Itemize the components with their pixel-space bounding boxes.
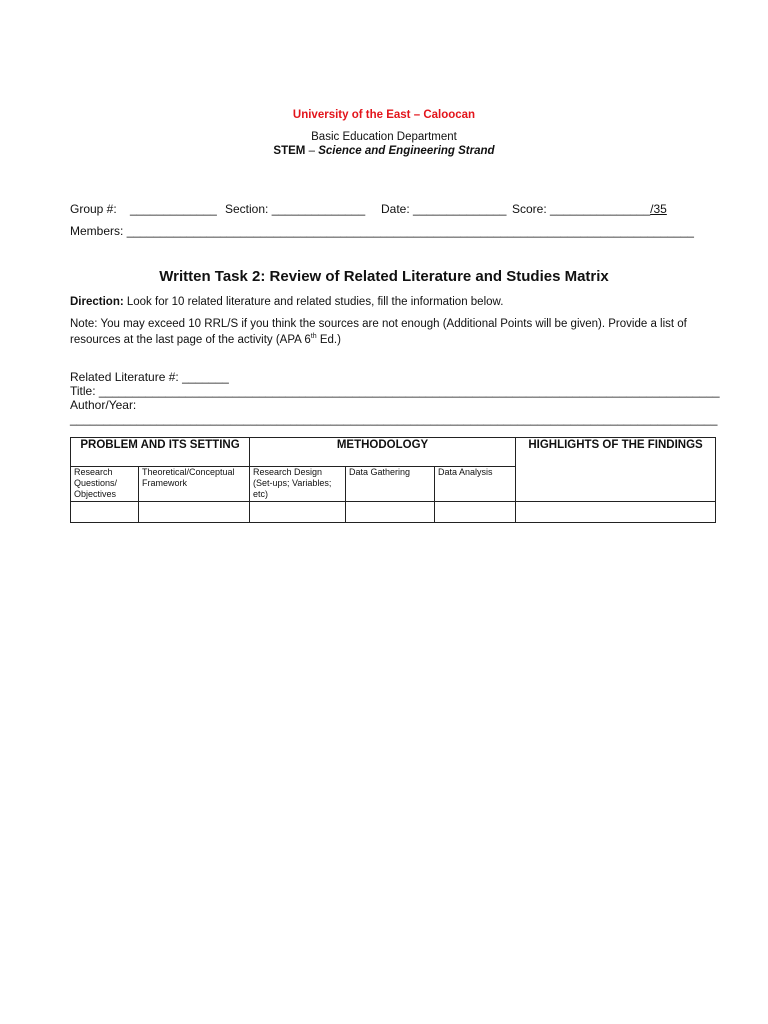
members-field xyxy=(70,224,694,238)
note-text-a: resources at the last page of the activity (APA 6 xyxy=(70,333,311,346)
note-text-b: Ed.) xyxy=(316,333,341,346)
cell-data-analysis[interactable] xyxy=(435,502,516,523)
date-label: Date: xyxy=(381,202,410,216)
date-blank[interactable]: ______________ xyxy=(413,202,507,216)
subheader-data-gathering: Data Gathering xyxy=(346,467,435,502)
section-label: Section: xyxy=(225,202,269,216)
note-superscript: th xyxy=(310,333,317,340)
group-field xyxy=(70,202,117,216)
title-label: Title: xyxy=(70,384,96,398)
subheader-theoretical-framework: Theoretical/Conceptual Framework xyxy=(139,467,250,502)
subheader-data-analysis: Data Analysis xyxy=(435,467,516,502)
strand-dash: – xyxy=(308,145,315,157)
score-field xyxy=(512,202,667,216)
note-line-2 xyxy=(70,333,341,346)
matrix-input-row xyxy=(71,502,716,523)
literature-label: Related Literature #: xyxy=(70,370,179,384)
author-field-label: Author/Year: xyxy=(70,398,137,412)
cell-research-design[interactable] xyxy=(250,502,346,523)
header-highlights-findings: HIGHLIGHTS OF THE FINDINGS xyxy=(516,438,716,502)
task-title: Written Task 2: Review of Related Literature and Studies Matrix xyxy=(159,268,609,285)
stem-label: STEM xyxy=(273,145,306,157)
literature-blank[interactable]: _______ xyxy=(182,370,229,384)
campus-name: Caloocan xyxy=(423,109,476,121)
cell-highlights-findings[interactable] xyxy=(516,502,716,523)
note-line-1: Note: You may exceed 10 RRL/S if you think the sources are not enough (Additional Points will be given). Provide a list of xyxy=(70,318,687,330)
subheader-research-design: Research Design (Set-ups; Variables; etc) xyxy=(250,467,346,502)
cell-research-questions[interactable] xyxy=(71,502,139,523)
university-dash: – xyxy=(413,109,421,121)
section-blank[interactable]: ______________ xyxy=(271,202,366,216)
group-label: Group #: xyxy=(70,202,117,216)
university-title: University of the East xyxy=(292,109,411,121)
department-name: Basic Education Department xyxy=(311,131,457,143)
score-blank[interactable]: _______________ xyxy=(550,202,651,216)
direction-label: Direction: xyxy=(70,296,124,308)
cell-data-gathering[interactable] xyxy=(346,502,435,523)
author-blank[interactable]: _________________________________________________________________________________________________ xyxy=(70,412,718,426)
cell-theoretical-framework[interactable] xyxy=(139,502,250,523)
group-blank[interactable]: _____________ xyxy=(130,202,217,216)
direction-text: Look for 10 related literature and related studies, fill the information below. xyxy=(126,296,504,308)
score-total: /35 xyxy=(650,202,667,216)
header-problem-setting: PROBLEM AND ITS SETTING xyxy=(71,438,250,467)
strand-name: Science and Engineering Strand xyxy=(318,145,495,157)
subheader-research-questions: Research Questions/ Objectives xyxy=(71,467,139,502)
strand-line xyxy=(0,145,768,157)
score-label: Score: xyxy=(512,202,547,216)
members-label: Members: xyxy=(70,224,124,238)
rrl-matrix-table xyxy=(70,437,716,523)
literature-number-field xyxy=(70,370,229,384)
title-field xyxy=(70,384,720,398)
direction-line xyxy=(70,296,503,308)
header-methodology: METHODOLOGY xyxy=(250,438,516,467)
matrix-header-row xyxy=(71,438,716,467)
university-name xyxy=(0,109,768,121)
date-field xyxy=(381,202,506,216)
title-blank[interactable]: _____________________________________________________________________________________________ xyxy=(98,384,720,398)
members-blank[interactable]: _____________________________________________________________________________________ xyxy=(126,224,694,238)
section-field xyxy=(225,202,365,216)
